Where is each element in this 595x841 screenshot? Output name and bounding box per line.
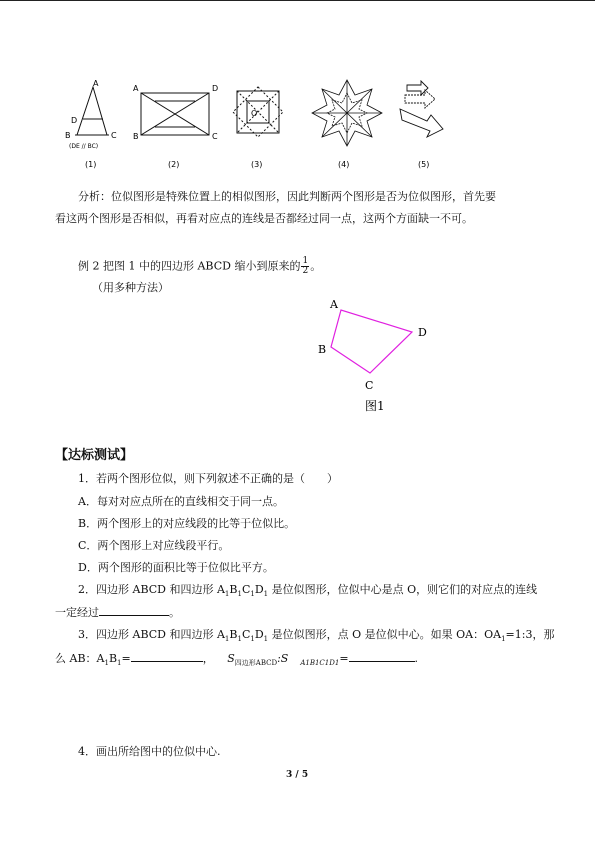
- quadrilateral-figure: [310, 295, 440, 420]
- fraction-numerator: 1: [302, 256, 309, 266]
- fig2-label-d: D: [212, 84, 219, 93]
- q2-text-b: 是位似图形，位似中心是点 O，则它们的对应点的连线: [271, 583, 538, 596]
- page-number: 3 / 5: [286, 770, 309, 780]
- q2-text-c: 一定经过: [55, 606, 99, 619]
- fig1-label-c: C: [111, 131, 117, 140]
- sub-1: 1: [263, 590, 269, 599]
- figure-4-star: [312, 80, 382, 146]
- q3-period: .: [414, 652, 419, 665]
- area-s2-sub: A1B1C1D1: [300, 659, 340, 668]
- figure-2-rectangle: [141, 93, 209, 135]
- fig1-label-d: D: [71, 116, 78, 125]
- fig1-equation: (DE // BC): [69, 143, 99, 150]
- figure-5-caption: (5): [418, 160, 430, 169]
- fig2-label-c: C: [212, 132, 218, 141]
- q3-text-b: 是位似图形，点 O 是位似中心。如果 OA：OA: [271, 628, 502, 641]
- fig1-label-a: A: [93, 79, 99, 88]
- sub-1: 1: [224, 590, 230, 599]
- area-s-label: S: [227, 652, 235, 665]
- q3-equals-2: =: [339, 652, 349, 665]
- q3-line-1: 3．四边形 ABCD 和四边形 $A_1B_1C_1D_1$ 是位似图形，点 O 是位似中心。如果 OA：$OA_1=1:3$，那: [78, 628, 555, 644]
- example-2: [78, 257, 321, 276]
- sub-1: 1: [501, 635, 506, 644]
- q2-text-d: 。: [169, 606, 180, 619]
- section-title: 【达标测试】: [55, 448, 134, 463]
- example-2-note: （用多种方法）: [92, 281, 169, 294]
- sub-1: 1: [237, 635, 242, 644]
- q3-ratio: =1:3，那: [505, 628, 555, 641]
- sub-1: 1: [104, 659, 109, 668]
- q3-comma: ，: [202, 652, 214, 665]
- q1-option-c: C．两个图形上对应线段平行。: [78, 539, 230, 552]
- example-2-end: 。: [310, 259, 322, 273]
- figure-2-caption: (2): [168, 160, 180, 169]
- q3-equals: =: [121, 652, 131, 665]
- figure-4-caption: (4): [338, 160, 350, 169]
- figure-5-arrows: [400, 81, 443, 137]
- quad-label-a: A: [330, 298, 338, 311]
- area-s-sub: 四边形ABCD: [234, 659, 278, 668]
- figure-1-triangle: [75, 87, 109, 135]
- q3-answer-blank-1[interactable]: [131, 650, 203, 662]
- fig2-label-b: B: [133, 132, 139, 141]
- quad-label-b: B: [318, 343, 327, 356]
- sub-1: 1: [224, 635, 230, 644]
- fraction-one-half: [301, 257, 309, 276]
- figure-row: [55, 75, 545, 170]
- q1-stem: 1．若两个图形位似，则下列叙述不正确的是（ ）: [78, 472, 338, 485]
- q4-text: 4．画出所给图中的位似中心.: [78, 745, 221, 758]
- figure-1-caption: (1): [85, 160, 97, 169]
- figure-3-squares: [233, 87, 283, 137]
- q3-line-2: 么 AB：$A_1B_1=$ ， $S_{四边形ABCD}:S$ $_{A1B1C1D1}$= .: [55, 652, 419, 668]
- fig1-label-b: B: [65, 131, 71, 140]
- figure-3-caption: (3): [251, 160, 263, 169]
- fig2-label-a: A: [133, 84, 139, 93]
- sub-1: 1: [237, 590, 242, 599]
- q1-option-b: B．两个图形上的对应线段的比等于位似比。: [78, 517, 296, 530]
- q3-answer-blank-2[interactable]: [349, 650, 415, 662]
- top-rule: [0, 0, 595, 1]
- sub-1: 1: [250, 635, 255, 644]
- q3-text-a: 3．四边形 ABCD 和四边形 A: [78, 628, 225, 641]
- figure-caption: 图1: [365, 399, 385, 413]
- q2-text-a: 2．四边形 ABCD 和四边形 A: [78, 583, 225, 596]
- q1-option-a: A．每对对应点所在的直线相交于同一点。: [78, 495, 284, 508]
- quadrilateral-abcd: [331, 310, 412, 373]
- q1-option-d: D．两个图形的面积比等于位似比平方。: [78, 561, 274, 574]
- analysis-line-2: 看这两个图形是否相似，再看对应点的连线是否都经过同一点，这两个方面缺一不可。: [55, 212, 473, 225]
- example-2-text: 例 2 把图 1 中的四边形 ABCD 缩小到原来的: [78, 259, 301, 273]
- fraction-denominator: 2: [302, 266, 309, 276]
- q2-answer-blank[interactable]: [99, 604, 169, 616]
- q3-text-c: 么 AB：A: [55, 652, 105, 665]
- sub-1: 1: [263, 635, 269, 644]
- quad-label-d: D: [418, 326, 427, 339]
- sub-1: 1: [117, 659, 122, 668]
- fig3-label-o: O: [251, 109, 258, 118]
- analysis-line-1: 分析：位似图形是特殊位置上的相似图形，因此判断两个图形是否为位似图形，首先要: [78, 190, 496, 203]
- q2-line-1: 2．四边形 ABCD 和四边形 $A_1B_1C_1D_1$ 是位似图形，位似中心是点 O，则它们的对应点的连线: [78, 583, 538, 599]
- sub-1: 1: [250, 590, 255, 599]
- q2-line-2: [55, 604, 180, 621]
- quad-label-c: C: [365, 379, 374, 392]
